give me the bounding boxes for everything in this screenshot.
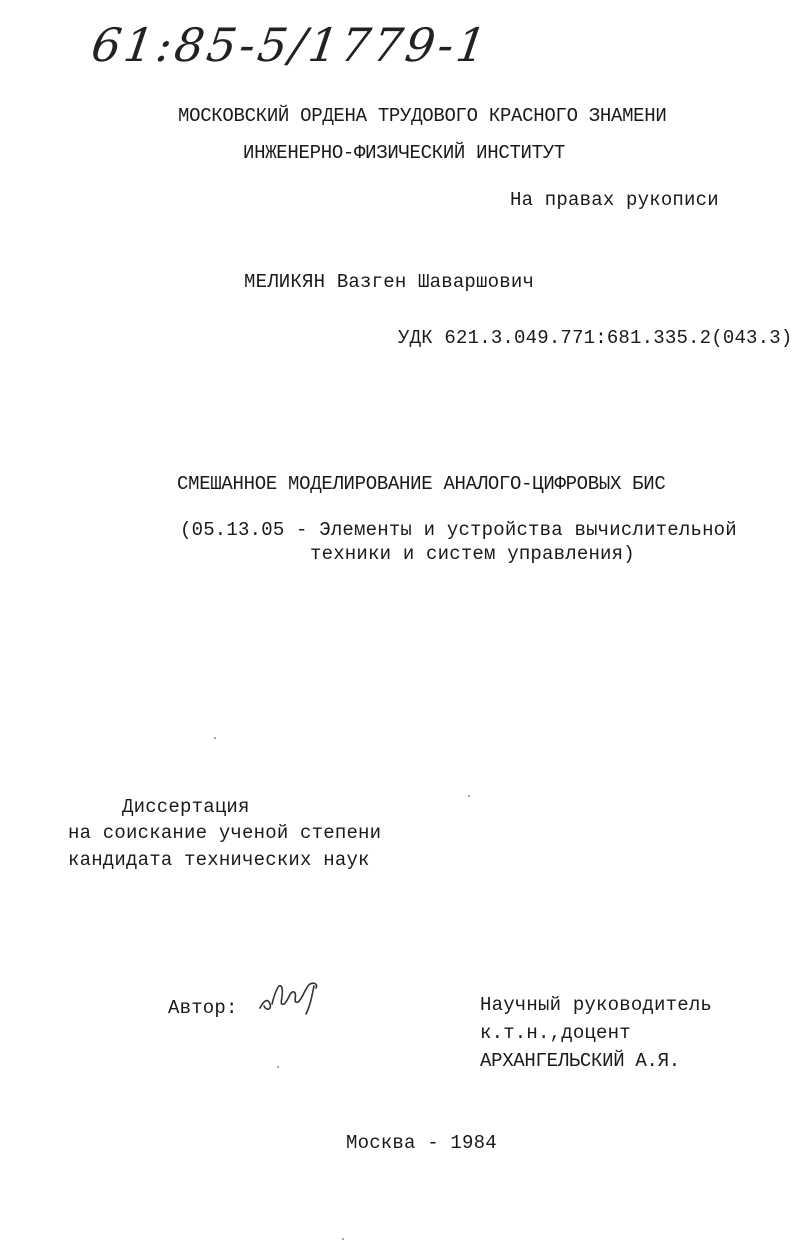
paper-speck (277, 1066, 279, 1068)
city-year: Москва - 1984 (346, 1132, 497, 1154)
manuscript-rights-note: На правах рукописи (510, 189, 719, 211)
paper-speck (214, 737, 216, 739)
degree-line1: Диссертация (122, 796, 250, 818)
specialty-line2: техники и систем управления) (310, 543, 635, 565)
dissertation-title: СМЕШАННОЕ МОДЕЛИРОВАНИЕ АНАЛОГО-ЦИФРОВЫХ БИС (177, 473, 666, 495)
author-full-name: МЕЛИКЯН Вазген Шаваршович (244, 271, 535, 293)
supervisor-degree: к.т.н.,доцент (480, 1022, 631, 1044)
degree-line3: кандидата технических наук (68, 849, 370, 871)
institute-name-line1: МОСКОВСКИЙ ОРДЕНА ТРУДОВОГО КРАСНОГО ЗНАМЕНИ (178, 105, 667, 127)
paper-speck (468, 795, 470, 797)
paper-speck (342, 1238, 344, 1240)
archive-code-handwritten: 61:85-5/1779-1 (88, 18, 493, 72)
author-signature (256, 978, 322, 1018)
specialty-line1: (05.13.05 - Элементы и устройства вычислительной (180, 519, 737, 541)
supervisor-name: АРХАНГЕЛЬСКИЙ А.Я. (480, 1050, 680, 1072)
degree-line2: на соискание ученой степени (68, 822, 382, 844)
institute-name-line2: ИНЖЕНЕРНО-ФИЗИЧЕСКИЙ ИНСТИТУТ (243, 142, 565, 164)
author-label: Автор: (168, 997, 238, 1019)
udk-code: УДК 621.3.049.771:681.335.2(043.3) (398, 327, 793, 349)
supervisor-label: Научный руководитель (480, 994, 713, 1016)
